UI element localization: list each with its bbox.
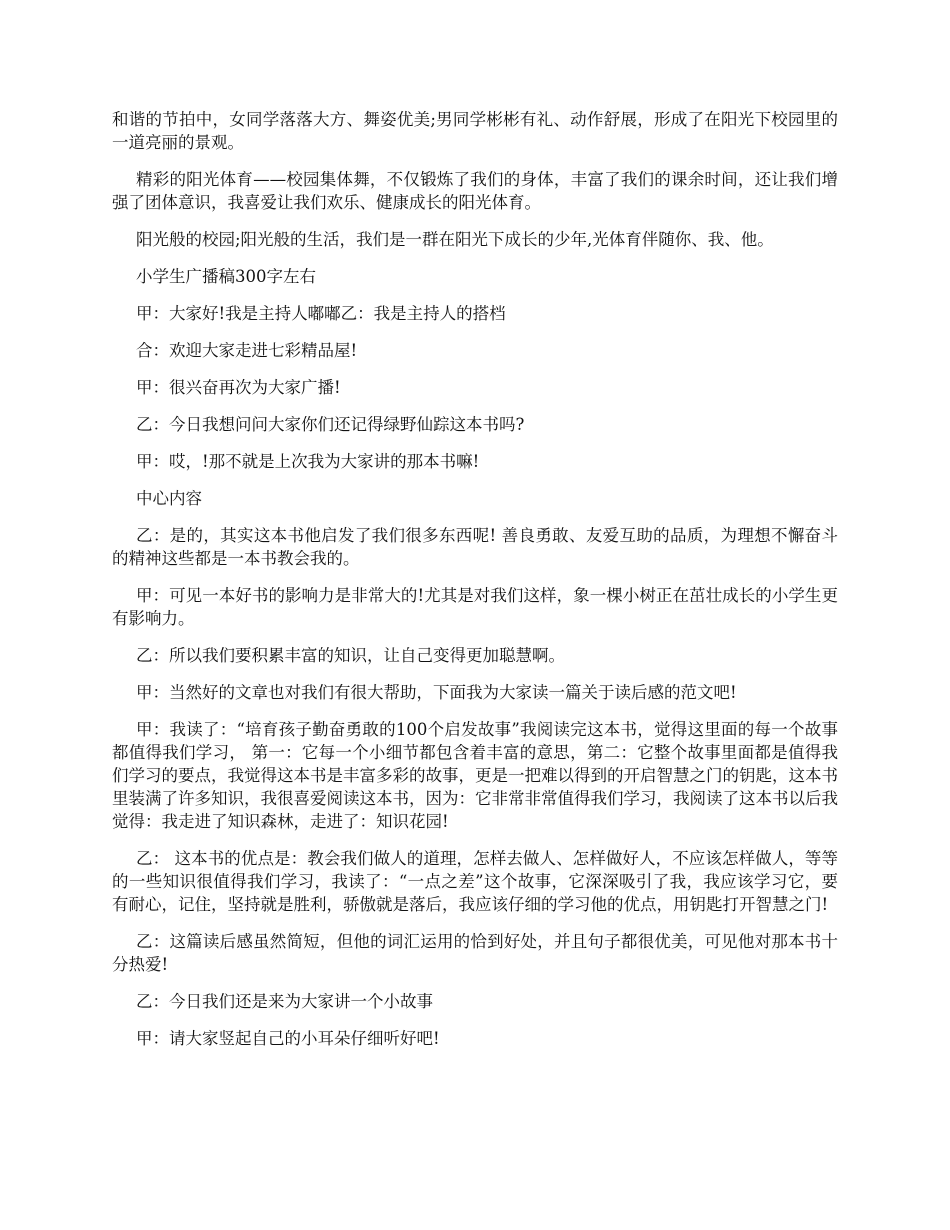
section-heading-broadcast: 小学生广播稿300字左右 — [136, 267, 316, 286]
paragraph-sunshine-campus: 阳光般的校园;阳光般的生活，我们是一群在阳光下成长的少年,光体育伴随你、我、他。 — [136, 230, 774, 249]
paragraph-dialogue: 甲：可见一本好书的影响力是非常大的!尤其是对我们这样，象一棵小树正在茁壮成长的小学生更有影响力。 — [112, 586, 838, 628]
paragraph-dialogue: 甲：我读了：“培育孩子勤奋勇敢的100个启发故事”我阅读完这本书，觉得这里面的每一个故事都值得我们学习， 第一：它每一个小细节都包含着丰富的意思，第二：它整个故事里面都是值得我们学习的要点，我觉得这本书是丰富多彩的故事，更是一把难以得到的开启智慧之门的钥匙，这本书里装满了许多知识，我很喜爱阅读这本书，因为：它非常非常值得我们学习，我阅读了这本书以后我觉得：我走进了知识森林，走进了：知识花园! — [112, 720, 838, 831]
paragraph-sunshine-sports: 精彩的阳光体育——校园集体舞，不仅锻炼了我们的身体，丰富了我们的课余时间，还让我们增强了团体意识，我喜爱让我们欢乐、健康成长的阳光体育。 — [112, 170, 838, 212]
paragraph-dialogue: 甲：当然好的文章也对我们有很大帮助，下面我为大家读一篇关于读后感的范文吧! — [136, 683, 737, 702]
paragraph-dialogue: 乙：所以我们要积累丰富的知识，让自己变得更加聪慧啊。 — [136, 646, 565, 665]
paragraph-dialogue: 甲：哎，!那不就是上次我为大家讲的那本书嘛! — [136, 452, 480, 471]
section-heading-center-content: 中心内容 — [136, 489, 202, 508]
paragraph-dialogue: 乙：这篇读后感虽然简短，但他的词汇运用的恰到好处，并且句子都很优美，可见他对那本书十分热爱! — [112, 932, 838, 974]
paragraph-dialogue: 合：欢迎大家走进七彩精品屋! — [136, 341, 358, 360]
paragraph-dialogue: 甲：大家好!我是主持人嘟嘟乙：我是主持人的搭档 — [136, 304, 506, 323]
paragraph-dialogue: 乙：是的，其实这本书他启发了我们很多东西呢! 善良勇敢、友爱互助的品质，为理想不懈奋斗的精神这些都是一本书教会我的。 — [112, 526, 838, 568]
paragraph-dialogue: 乙： 这本书的优点是：教会我们做人的道理，怎样去做人、怎样做好人，不应该怎样做人，等等的一些知识很值得我们学习，我读了：“一点之差”这个故事，它深深吸引了我，我应该学习它，要有耐心，记住，坚持就是胜利，骄傲就是落后，我应该仔细的学习他的优点，用钥匙打开智慧之门! — [112, 849, 838, 914]
paragraph-dialogue: 甲：请大家竖起自己的小耳朵仔细听好吧! — [136, 1029, 440, 1048]
paragraph-dialogue: 乙：今日我们还是来为大家讲一个小故事 — [136, 992, 433, 1011]
paragraph-dialogue: 甲：很兴奋再次为大家广播! — [136, 378, 341, 397]
paragraph-dance-scene: 和谐的节拍中，女同学落落大方、舞姿优美;男同学彬彬有礼、动作舒展，形成了在阳光下校园里的一道亮丽的景观。 — [112, 110, 838, 152]
paragraph-dialogue: 乙：今日我想问问大家你们还记得绿野仙踪这本书吗? — [136, 415, 525, 434]
